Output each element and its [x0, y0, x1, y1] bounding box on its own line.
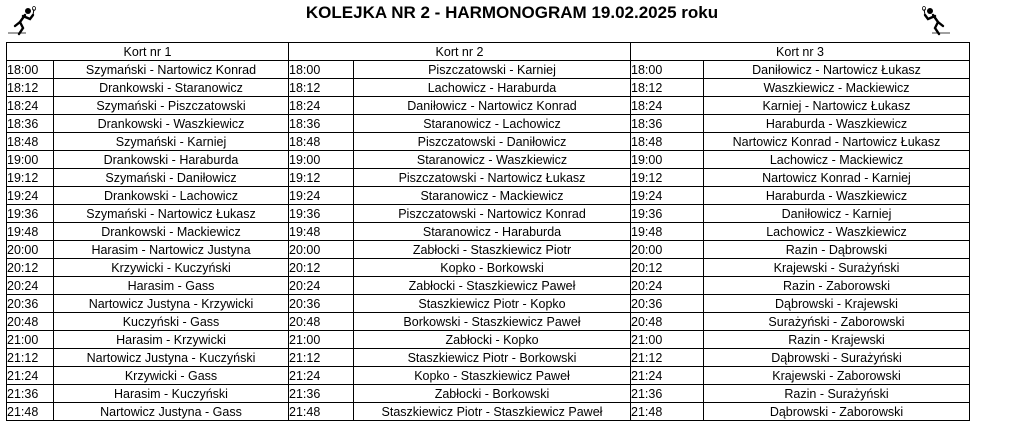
court-1-time-cell: 21:24 [7, 367, 54, 385]
court-1-time-cell: 19:00 [7, 151, 54, 169]
court-2-match-cell: Piszczatowski - Nartowicz Konrad [354, 205, 631, 223]
court-2-time-cell: 21:48 [289, 403, 354, 421]
court-2-time-cell: 18:00 [289, 61, 354, 79]
table-row [7, 367, 970, 385]
court-2-time-cell: 19:00 [289, 151, 354, 169]
court-2-time-cell: 18:48 [289, 133, 354, 151]
court-2-match-cell: Staranowicz - Lachowicz [354, 115, 631, 133]
court-1-time-cell: 18:24 [7, 97, 54, 115]
table-row [7, 133, 970, 151]
court-1-match-cell: Nartowicz Justyna - Gass [54, 403, 289, 421]
court-1-time-cell: 19:48 [7, 223, 54, 241]
court-1-match-cell: Drankowski - Staranowicz [54, 79, 289, 97]
court-2-time-cell: 19:12 [289, 169, 354, 187]
court-3-match-cell: Dąbrowski - Krajewski [704, 295, 970, 313]
table-row [7, 403, 970, 421]
court-1-match-cell: Krzywicki - Gass [54, 367, 289, 385]
court-3-time-cell: 18:48 [631, 133, 704, 151]
court-1-match-cell: Harasim - Kuczyński [54, 385, 289, 403]
court-3-match-cell: Razin - Surażyński [704, 385, 970, 403]
court-3-match-cell: Waszkiewicz - Mackiewicz [704, 79, 970, 97]
court-3-time-cell: 19:48 [631, 223, 704, 241]
court-2-match-cell: Zabłocki - Staszkiewicz Paweł [354, 277, 631, 295]
table-row [7, 115, 970, 133]
court-2-time-cell: 21:36 [289, 385, 354, 403]
court-3-time-cell: 20:36 [631, 295, 704, 313]
court-1-match-cell: Kuczyński - Gass [54, 313, 289, 331]
court-3-match-cell: Dąbrowski - Zaborowski [704, 403, 970, 421]
court-3-match-cell: Nartowicz Konrad - Nartowicz Łukasz [704, 133, 970, 151]
court-1-match-cell: Harasim - Nartowicz Justyna [54, 241, 289, 259]
court-3-time-cell: 18:36 [631, 115, 704, 133]
court-1-match-cell: Szymański - Karniej [54, 133, 289, 151]
table-row [7, 295, 970, 313]
court-1-time-cell: 18:12 [7, 79, 54, 97]
court-2-time-cell: 20:12 [289, 259, 354, 277]
court-1-time-cell: 19:24 [7, 187, 54, 205]
court-3-match-cell: Haraburda - Waszkiewicz [704, 115, 970, 133]
court-2-match-cell: Staranowicz - Waszkiewicz [354, 151, 631, 169]
court-1-match-cell: Harasim - Krzywicki [54, 331, 289, 349]
court-2-match-cell: Staszkiewicz Piotr - Borkowski [354, 349, 631, 367]
court-2-time-cell: 19:24 [289, 187, 354, 205]
court-2-match-cell: Zabłocki - Borkowski [354, 385, 631, 403]
court-2-time-cell: 21:24 [289, 367, 354, 385]
court-3-time-cell: 20:48 [631, 313, 704, 331]
court-3-time-cell: 21:00 [631, 331, 704, 349]
badminton-player-icon [922, 6, 952, 36]
court-3-time-cell: 18:24 [631, 97, 704, 115]
court-3-time-cell: 18:12 [631, 79, 704, 97]
court-3-time-cell: 18:00 [631, 61, 704, 79]
table-row [7, 187, 970, 205]
court-2-match-cell: Staranowicz - Mackiewicz [354, 187, 631, 205]
table-row [7, 331, 970, 349]
court-3-time-cell: 19:24 [631, 187, 704, 205]
court-3-header: Kort nr 3 [631, 43, 970, 61]
court-2-time-cell: 18:12 [289, 79, 354, 97]
table-row [7, 277, 970, 295]
court-1-time-cell: 18:00 [7, 61, 54, 79]
court-2-time-cell: 20:48 [289, 313, 354, 331]
court-3-match-cell: Krajewski - Surażyński [704, 259, 970, 277]
court-2-match-cell: Staszkiewicz Piotr - Kopko [354, 295, 631, 313]
court-2-match-cell: Kopko - Borkowski [354, 259, 631, 277]
court-1-match-cell: Krzywicki - Kuczyński [54, 259, 289, 277]
table-row [7, 97, 970, 115]
court-1-match-cell: Nartowicz Justyna - Krzywicki [54, 295, 289, 313]
court-2-time-cell: 19:36 [289, 205, 354, 223]
page-title: KOLEJKA NR 2 - HARMONOGRAM 19.02.2025 roku [305, 3, 719, 22]
court-1-match-cell: Szymański - Piszczatowski [54, 97, 289, 115]
court-3-time-cell: 20:12 [631, 259, 704, 277]
court-2-match-cell: Zabłocki - Staszkiewicz Piotr [354, 241, 631, 259]
court-2-match-cell: Piszczatowski - Daniłowicz [354, 133, 631, 151]
court-3-match-cell: Daniłowicz - Nartowicz Łukasz [704, 61, 970, 79]
court-1-header: Kort nr 1 [7, 43, 289, 61]
court-2-match-cell: Piszczatowski - Karniej [354, 61, 631, 79]
court-2-match-cell: Zabłocki - Kopko [354, 331, 631, 349]
court-1-time-cell: 21:36 [7, 385, 54, 403]
court-1-match-cell: Drankowski - Waszkiewicz [54, 115, 289, 133]
court-header-row [7, 43, 970, 61]
court-1-time-cell: 20:12 [7, 259, 54, 277]
court-2-time-cell: 18:36 [289, 115, 354, 133]
court-1-time-cell: 21:48 [7, 403, 54, 421]
court-3-match-cell: Haraburda - Waszkiewicz [704, 187, 970, 205]
court-1-time-cell: 20:48 [7, 313, 54, 331]
court-3-time-cell: 19:00 [631, 151, 704, 169]
table-row [7, 241, 970, 259]
court-3-match-cell: Razin - Zaborowski [704, 277, 970, 295]
court-3-match-cell: Krajewski - Zaborowski [704, 367, 970, 385]
court-2-time-cell: 18:24 [289, 97, 354, 115]
court-2-match-cell: Lachowicz - Haraburda [354, 79, 631, 97]
court-2-match-cell: Kopko - Staszkiewicz Paweł [354, 367, 631, 385]
court-2-match-cell: Piszczatowski - Nartowicz Łukasz [354, 169, 631, 187]
court-3-match-cell: Karniej - Nartowicz Łukasz [704, 97, 970, 115]
court-3-match-cell: Lachowicz - Mackiewicz [704, 151, 970, 169]
court-3-time-cell: 21:48 [631, 403, 704, 421]
court-3-time-cell: 19:36 [631, 205, 704, 223]
court-3-time-cell: 20:00 [631, 241, 704, 259]
table-row [7, 223, 970, 241]
court-1-time-cell: 21:12 [7, 349, 54, 367]
court-2-time-cell: 20:00 [289, 241, 354, 259]
table-row [7, 79, 970, 97]
court-2-match-cell: Daniłowicz - Nartowicz Konrad [354, 97, 631, 115]
table-row [7, 169, 970, 187]
court-1-match-cell: Szymański - Daniłowicz [54, 169, 289, 187]
court-1-time-cell: 19:36 [7, 205, 54, 223]
court-1-match-cell: Nartowicz Justyna - Kuczyński [54, 349, 289, 367]
court-2-time-cell: 20:24 [289, 277, 354, 295]
court-3-match-cell: Surażyński - Zaborowski [704, 313, 970, 331]
court-2-time-cell: 21:00 [289, 331, 354, 349]
court-1-match-cell: Drankowski - Haraburda [54, 151, 289, 169]
court-3-match-cell: Daniłowicz - Karniej [704, 205, 970, 223]
court-2-time-cell: 20:36 [289, 295, 354, 313]
court-3-match-cell: Lachowicz - Waszkiewicz [704, 223, 970, 241]
schedule-table [6, 42, 970, 421]
court-2-match-cell: Staranowicz - Haraburda [354, 223, 631, 241]
badminton-player-icon [6, 6, 36, 36]
table-row [7, 61, 970, 79]
court-2-match-cell: Staszkiewicz Piotr - Staszkiewicz Paweł [354, 403, 631, 421]
court-1-time-cell: 20:00 [7, 241, 54, 259]
court-2-time-cell: 21:12 [289, 349, 354, 367]
court-2-time-cell: 19:48 [289, 223, 354, 241]
court-3-time-cell: 20:24 [631, 277, 704, 295]
table-row [7, 259, 970, 277]
court-3-match-cell: Razin - Dąbrowski [704, 241, 970, 259]
court-3-match-cell: Nartowicz Konrad - Karniej [704, 169, 970, 187]
court-1-time-cell: 20:24 [7, 277, 54, 295]
table-row [7, 151, 970, 169]
court-1-match-cell: Szymański - Nartowicz Łukasz [54, 205, 289, 223]
court-1-time-cell: 18:36 [7, 115, 54, 133]
court-1-time-cell: 19:12 [7, 169, 54, 187]
court-3-time-cell: 21:36 [631, 385, 704, 403]
court-3-match-cell: Dąbrowski - Surażyński [704, 349, 970, 367]
court-1-match-cell: Drankowski - Mackiewicz [54, 223, 289, 241]
table-row [7, 349, 970, 367]
court-1-match-cell: Harasim - Gass [54, 277, 289, 295]
table-row [7, 205, 970, 223]
table-row [7, 385, 970, 403]
court-1-match-cell: Drankowski - Lachowicz [54, 187, 289, 205]
court-3-time-cell: 21:12 [631, 349, 704, 367]
court-3-match-cell: Razin - Krajewski [704, 331, 970, 349]
court-1-time-cell: 20:36 [7, 295, 54, 313]
court-2-header: Kort nr 2 [289, 43, 631, 61]
court-3-time-cell: 21:24 [631, 367, 704, 385]
court-2-match-cell: Borkowski - Staszkiewicz Paweł [354, 313, 631, 331]
court-1-time-cell: 18:48 [7, 133, 54, 151]
court-3-time-cell: 19:12 [631, 169, 704, 187]
court-1-time-cell: 21:00 [7, 331, 54, 349]
court-1-match-cell: Szymański - Nartowicz Konrad [54, 61, 289, 79]
table-row [7, 313, 970, 331]
